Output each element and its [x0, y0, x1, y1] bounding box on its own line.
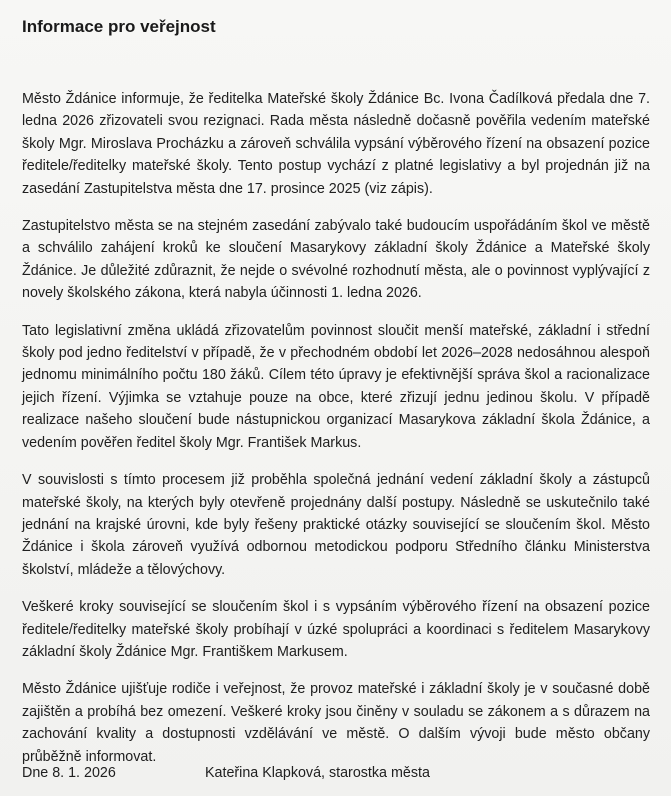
paragraph-merger-decision: Zastupitelstvo města se na stejném zasedání zabývalo také budoucím uspořádáním škol ve městě a schválilo zahájení kroků ke sloučení Masarykovy základní školy Ždánice a Mateřské školy Ždánice. Je důležité zdůraznit, že nejde o svévolné rozhodnutí města, ale o povinnost vyplývající z novely školského zákona, která nabyla účinnosti 1. ledna 2026. — [22, 218, 650, 302]
paragraph-assurance: Město Ždánice ujišťuje rodiče i veřejnost, že provoz mateřské i základní školy je v současné době zajištěn a probíhá bez omezení. Veškeré kroky jsou činěny v souladu se zákonem a s důrazem na zachování kvality a dostupnosti vzdělávání ve městě. O dalším vývoji bude město občany průběžně informovat. — [22, 681, 650, 765]
document-date: Dne 8. 1. 2026 — [22, 765, 116, 781]
paragraph-legislation: Tato legislativní změna ukládá zřizovatelům povinnost sloučit menší mateřské, základní i střední školy pod jedno ředitelství v případě, že v přechodném období let 2026–2028 nedosáhnou alespoň jednomu minimálního počtu 180 žáků. Cílem této úpravy je efektivnější správa škol a racionalizace jejich řízení. Výjimka se vztahuje pouze na obce, které zřizují jednu jedinou školu. V případě realizace našeho sloučení bude nástupnickou organizací Masarykova základní škola Ždánice, a vedením pověřen ředitel školy Mgr. František Markus. — [22, 322, 650, 451]
paragraph-resignation: Město Ždánice informuje, že ředitelka Mateřské školy Ždánice Bc. Ivona Čadílková předala dne 7. ledna 2026 zřizovateli svou rezignaci. Rada města následně dočasně pověřila vedením mateřské školy Mgr. Miroslava Procházku a zároveň schválila vypsání výběrového řízení na obsazení pozice ředitele/ředitelky mateřské školy. Tento postup vychází z platné legislativy a byl projednán již na zasedání Zastupitelstva města dne 17. prosince 2025 (viz zápis). — [22, 91, 650, 197]
document-body — [22, 88, 650, 783]
paragraph-meetings: V souvislosti s tímto procesem již proběhla společná jednání vedení základní školy a zástupců mateřské školy, na kterých byly otevřeně projednány další postupy. Následně se uskutečnilo také jednání na krajské úrovni, kde byly řešeny praktické otázky související se sloučením škol. Město Ždánice i škola zároveň využívá odbornou metodickou podporu Středního článku Ministerstva školství, mládeže a tělovýchovy. — [22, 472, 650, 578]
paragraph-coordination: Veškeré kroky související se sloučením škol i s vypsáním výběrového řízení na obsazení pozice ředitele/ředitelky mateřské školy probíhají v úzké spolupráci a koordinaci s ředitelem Masarykovy základní školy Ždánice Mgr. Františkem Markusem. — [22, 599, 650, 660]
document-signature: Kateřina Klapková, starostka města — [205, 765, 430, 781]
page-title: Informace pro veřejnost — [22, 17, 216, 36]
